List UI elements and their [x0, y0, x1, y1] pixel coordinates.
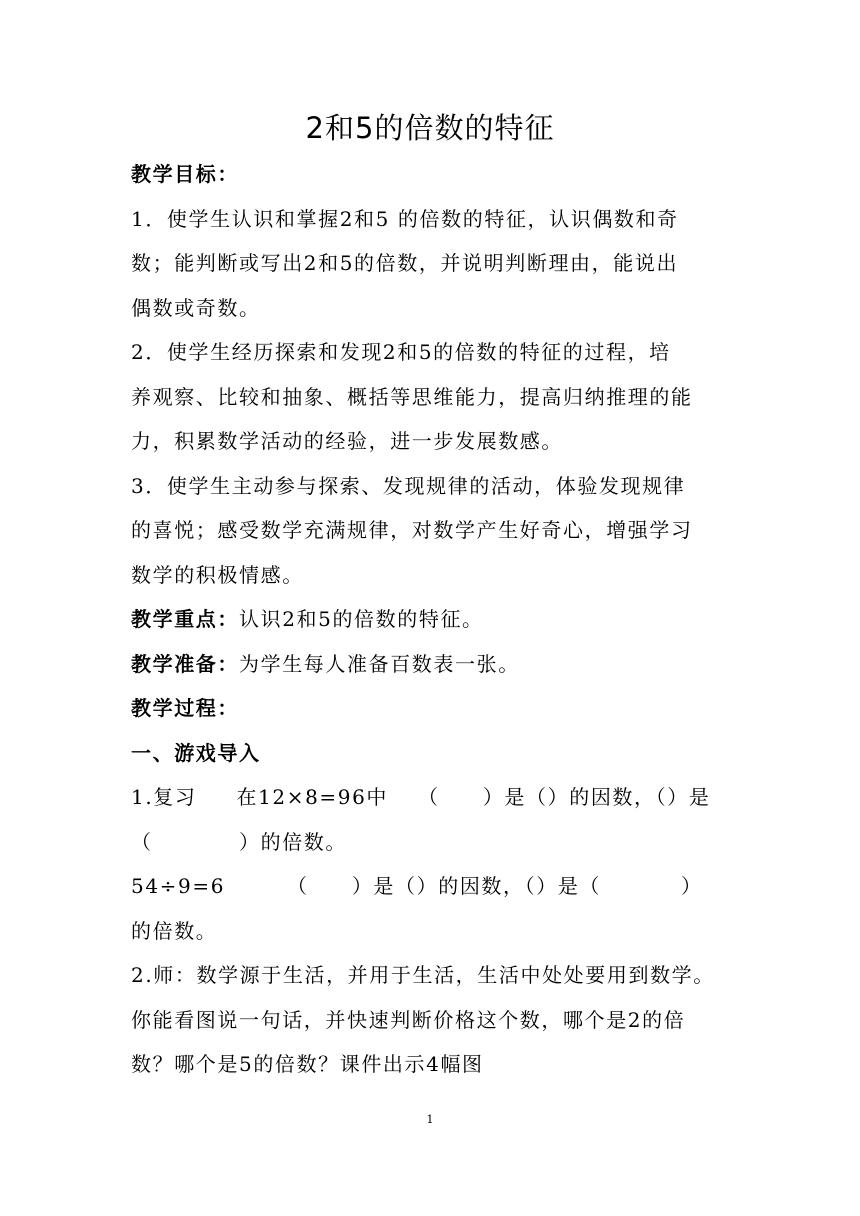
preparation-label: 教学准备：: [131, 651, 239, 676]
teacher-line-1: 2.师：数学源于生活，并用于生活，生活中处处要用到数学。: [131, 963, 715, 987]
preparation-text: 为学生每人准备百数表一张。: [239, 651, 520, 676]
teacher-line-2: 你能看图说一句话，并快速判断价格这个数，哪个是2的倍: [131, 1007, 686, 1032]
review-blank-close: ）: [681, 874, 703, 898]
review-label: 1.复习: [131, 785, 197, 809]
key-point-label: 教学重点：: [131, 607, 239, 631]
document-body: [131, 152, 731, 1087]
objective-3-line-2: 的喜悦；感受数学充满规律，对数学产生好奇心，增强学习: [131, 518, 693, 542]
review-equation-1: 在12×8=96中: [236, 785, 389, 809]
review-blank-2: （ ）是（）的因数，（）是（: [287, 874, 602, 898]
preparation-line: [131, 642, 731, 687]
objective-2-line-2: 养观察、比较和抽象、概括等思维能力，提高归纳推理的能: [131, 384, 693, 409]
objective-1-line-1: 1．使学生认识和掌握2和5 的倍数的特征，认识偶数和奇: [131, 206, 679, 231]
objective-1-line-3: 偶数或奇数。: [131, 295, 261, 320]
objectives-heading: 教学目标：: [131, 162, 239, 186]
objective-2-line-1: 2．使学生经历探索和发现2和5的倍数的特征的过程，培: [131, 340, 671, 364]
section-1-heading: 一、游戏导入: [131, 740, 261, 765]
review-blank-1: （ ）是（）的因数，（）是: [418, 785, 711, 809]
objective-3-line-1: 3．使学生主动参与探索、发现规律的活动，体验发现规律: [131, 473, 686, 498]
key-point-text: 认识2和5的倍数的特征。: [239, 607, 484, 631]
review-equation-2: 54÷9=6: [131, 874, 226, 898]
process-heading: 教学过程：: [131, 696, 239, 720]
review-line-1: [131, 775, 731, 820]
page-title: 2和5的倍数的特征: [305, 111, 555, 145]
review-line-4: 的倍数。: [131, 918, 218, 943]
objective-3-line-3: 数学的积极情感。: [131, 562, 304, 587]
teacher-line-3: 数？哪个是5的倍数？课件出示4幅图: [131, 1052, 484, 1076]
objective-2-line-3: 力，积累数学活动的经验，进一步发展数感。: [131, 429, 563, 453]
objective-1-line-2: 数；能判断或写出2和5的倍数，并说明判断理由，能说出: [131, 251, 679, 275]
review-line-2: （ ）的倍数。: [131, 829, 347, 854]
page-number: 1: [426, 1113, 434, 1126]
key-point-line: [131, 597, 731, 642]
review-line-3: [131, 864, 731, 909]
